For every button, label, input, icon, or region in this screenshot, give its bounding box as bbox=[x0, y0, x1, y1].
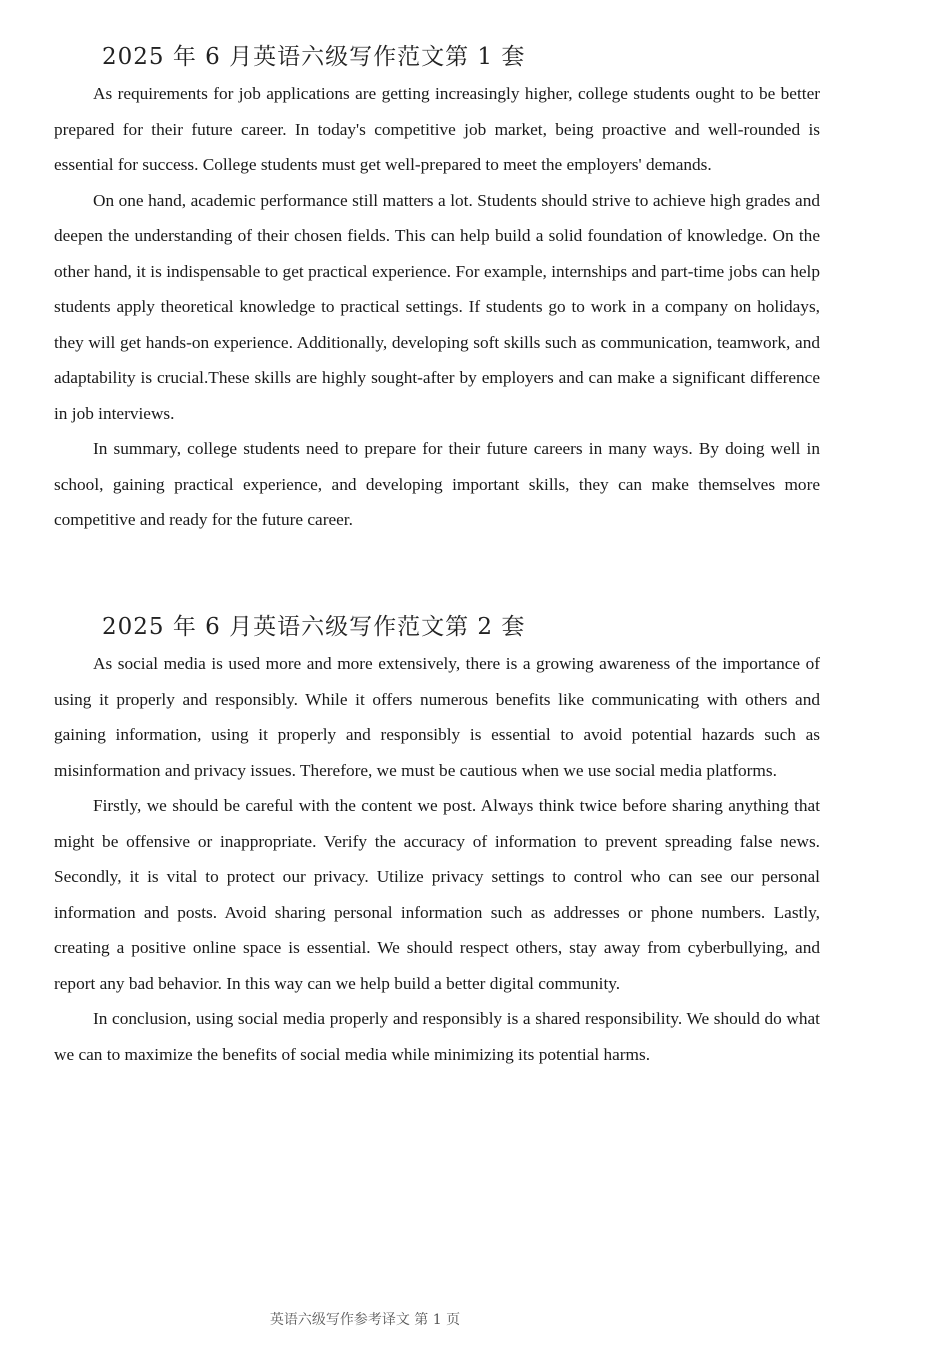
page-footer: 英语六级写作参考译文 第 1 页 bbox=[269, 1312, 461, 1328]
essay-1 bbox=[54, 38, 820, 538]
essay-paragraph: As social media is used more and more extensively, there is a growing awareness of the importance of using it properly and responsibly. While it offers numerous benefits like communicating with others and gaining information, using it properly and responsibly is essential to avoid potential hazards such as misinformation and privacy issues. Therefore, we must be cautious when we use social media platforms. bbox=[54, 654, 820, 780]
essay-paragraph: In summary, college students need to prepare for their future careers in many ways. By doing well in school, gaining practical experience, and developing important skills, they can make themselves more competitive and ready for the future career. bbox=[54, 439, 820, 529]
essay-2 bbox=[54, 608, 820, 1072]
essay-title: 2025 年 6 月英语六级写作范文第 2 套 bbox=[102, 614, 526, 640]
essay-paragraph: On one hand, academic performance still matters a lot. Students should strive to achieve high grades and deepen the understanding of their chosen fields. This can help build a solid foundation of knowledge. On the other hand, it is indispensable to get practical experience. For example, internships and part-time jobs can help students apply theoretical knowledge to practical settings. If students go to work in a company on holidays, they will get hands-on experience. Additionally, developing soft skills such as communication, teamwork, and adaptability is crucial.These skills are highly sought-after by employers and can make a significant difference in job interviews. bbox=[54, 190, 820, 423]
essay-paragraph: In conclusion, using social media properly and responsibly is a shared responsibility. We should do what we can to maximize the benefits of social media while minimizing its potential harms. bbox=[54, 1009, 820, 1064]
essay-title: 2025 年 6 月英语六级写作范文第 1 套 bbox=[102, 44, 526, 70]
essay-paragraph: Firstly, we should be careful with the content we post. Always think twice before sharing anything that might be offensive or inappropriate. Verify the accuracy of information to prevent spreading false news. Secondly, it is vital to protect our privacy. Utilize privacy settings to control who can see our personal information and posts. Avoid sharing personal information such as addresses or phone numbers. Lastly, creating a positive online space is essential. We should respect others, stay away from cyberbullying, and report any bad behavior. In this way can we help build a better digital community. bbox=[54, 796, 820, 993]
essay-paragraph: As requirements for job applications are getting increasingly higher, college students ought to be better prepared for their future career. In today's competitive job market, being proactive and well-rounded is essential for success. College students must get well-prepared to meet the employers' demands. bbox=[54, 84, 820, 174]
